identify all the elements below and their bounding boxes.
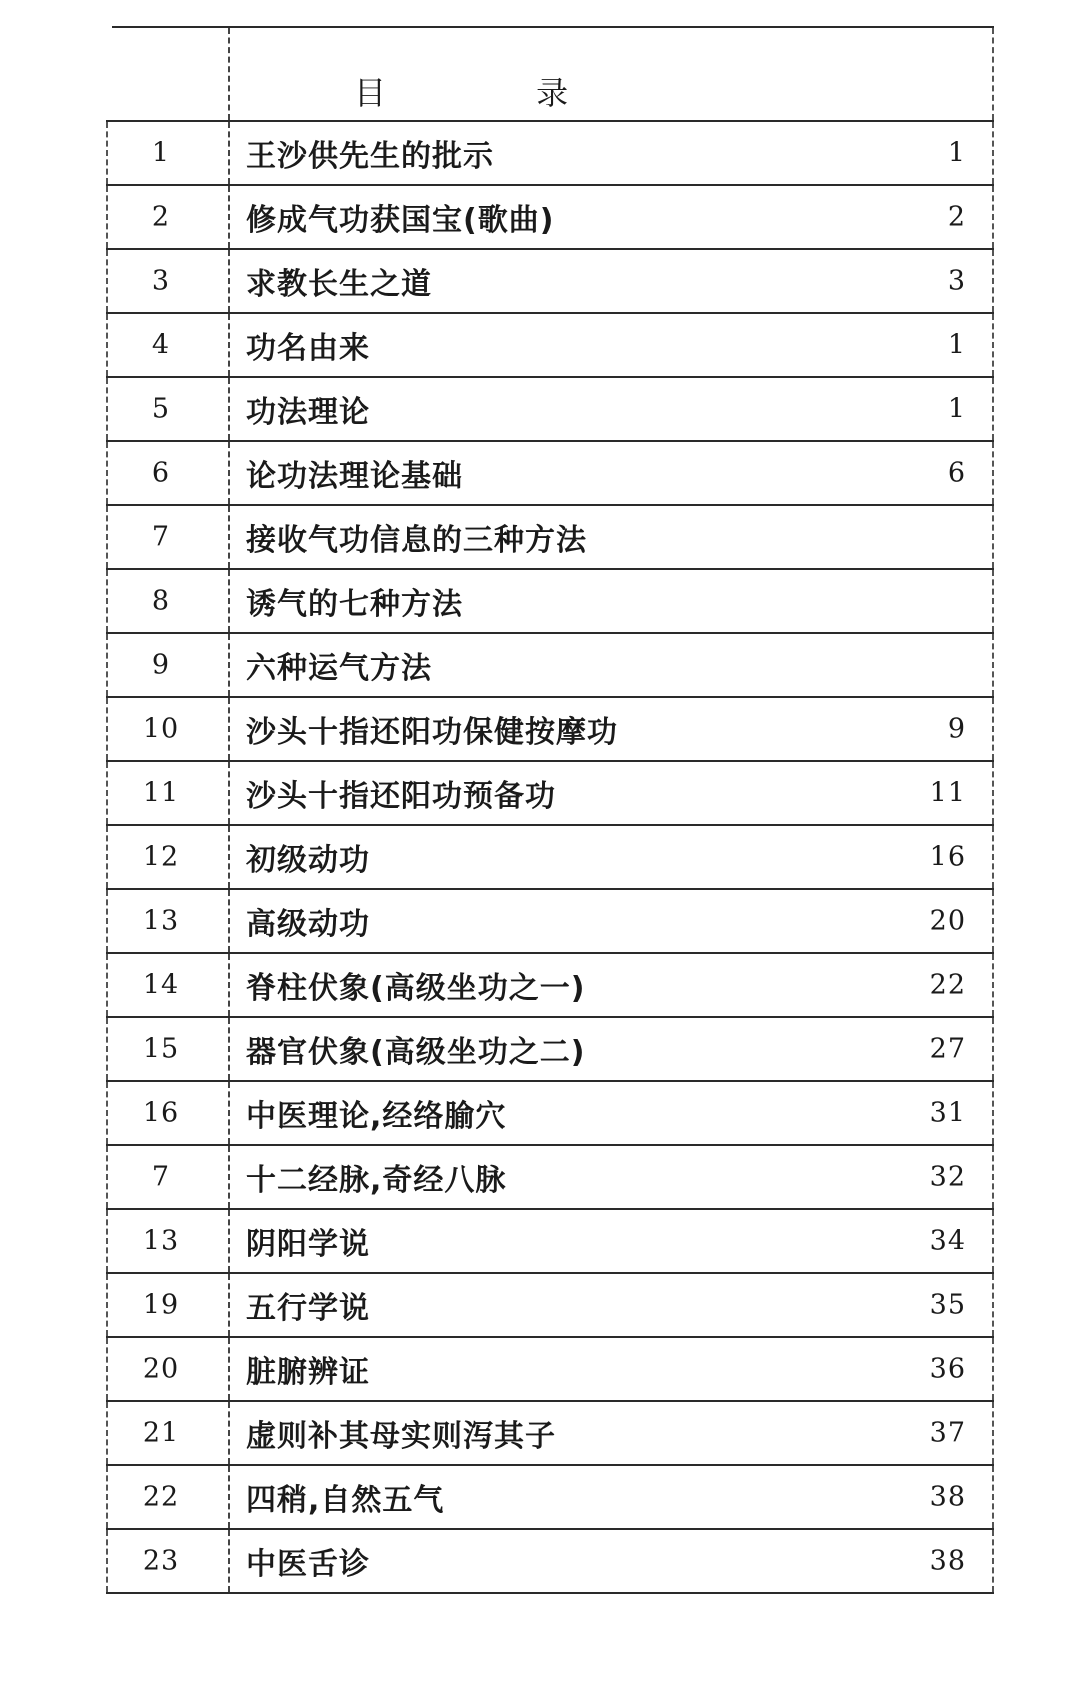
toc-row [106, 1082, 994, 1146]
page-number: 35 [929, 1289, 966, 1321]
page-number: 20 [929, 905, 966, 937]
column-divider [228, 570, 230, 632]
page-number: 37 [929, 1417, 966, 1449]
row-title: 功名由来 [246, 331, 370, 366]
toc-row [106, 890, 994, 954]
row-title: 接收气功信息的三种方法 [246, 523, 587, 558]
toc-header [106, 28, 994, 122]
right-edge [992, 634, 994, 696]
page-number: 3 [947, 265, 966, 297]
row-number: 5 [151, 393, 171, 425]
right-edge [992, 1530, 994, 1592]
page-number: 1 [947, 329, 966, 361]
row-number: 19 [142, 1289, 180, 1321]
page-number: 16 [929, 841, 966, 873]
column-divider [228, 1274, 230, 1336]
right-edge [992, 186, 994, 248]
toc-row [106, 570, 994, 634]
row-title: 修成气功获国宝(歌曲) [246, 203, 555, 238]
page-number: 22 [929, 969, 966, 1001]
right-edge [992, 954, 994, 1016]
row-title: 功法理论 [246, 395, 370, 430]
right-edge [992, 314, 994, 376]
column-divider [228, 1530, 230, 1592]
toc-row [106, 1274, 994, 1338]
toc-title: 目 录 [354, 74, 569, 112]
toc-row [106, 1466, 994, 1530]
column-divider [228, 826, 230, 888]
page-number: 32 [929, 1161, 966, 1193]
row-title: 沙头十指还阳功预备功 [246, 779, 556, 814]
column-divider [228, 890, 230, 952]
row-number: 9 [151, 649, 171, 681]
right-edge [992, 28, 994, 120]
toc-row [106, 698, 994, 762]
row-number: 7 [151, 521, 171, 553]
toc-row [106, 634, 994, 698]
row-title: 脏腑辨证 [246, 1355, 370, 1390]
row-title: 王沙供先生的批示 [246, 139, 494, 174]
table-of-contents [106, 26, 994, 1594]
row-title: 虚则补其母实则泻其子 [246, 1419, 556, 1454]
column-divider [228, 28, 230, 120]
row-title: 阴阳学说 [246, 1227, 370, 1262]
page-number: 34 [929, 1225, 966, 1257]
toc-row [106, 954, 994, 1018]
column-divider [228, 698, 230, 760]
page-number: 27 [929, 1033, 966, 1065]
row-title: 初级动功 [246, 843, 370, 878]
column-divider [228, 250, 230, 312]
right-edge [992, 826, 994, 888]
column-divider [228, 1338, 230, 1400]
right-edge [992, 442, 994, 504]
right-edge [992, 698, 994, 760]
column-divider [228, 378, 230, 440]
row-number: 10 [142, 713, 180, 745]
right-edge [992, 1210, 994, 1272]
toc-row [106, 442, 994, 506]
right-edge [992, 1402, 994, 1464]
row-title: 六种运气方法 [246, 651, 432, 686]
right-edge [992, 1338, 994, 1400]
right-edge [992, 506, 994, 568]
page-number: 2 [947, 201, 966, 233]
right-edge [992, 1082, 994, 1144]
row-title: 论功法理论基础 [246, 459, 463, 494]
row-number: 20 [142, 1353, 180, 1385]
row-title: 四稍,自然五气 [246, 1483, 445, 1518]
row-title: 沙头十指还阳功保健按摩功 [246, 715, 618, 750]
page-number: 11 [929, 777, 966, 809]
page-number: 38 [929, 1545, 966, 1577]
page-number: 9 [947, 713, 966, 745]
toc-row [106, 122, 994, 186]
page-number: 31 [929, 1097, 966, 1129]
row-title: 中医舌诊 [246, 1547, 370, 1582]
toc-row [106, 1402, 994, 1466]
right-edge [992, 1466, 994, 1528]
right-edge [992, 570, 994, 632]
column-divider [228, 186, 230, 248]
column-divider [228, 442, 230, 504]
row-number: 6 [151, 457, 171, 489]
page-number: 1 [947, 137, 966, 169]
row-number: 13 [142, 905, 180, 937]
column-divider [228, 1018, 230, 1080]
toc-row [106, 762, 994, 826]
row-number: 4 [151, 329, 171, 361]
row-number: 12 [142, 841, 180, 873]
row-number: 22 [142, 1481, 180, 1513]
column-divider [228, 1082, 230, 1144]
row-title: 求教长生之道 [246, 267, 432, 302]
column-divider [228, 954, 230, 1016]
toc-row [106, 1338, 994, 1402]
page-number: 36 [929, 1353, 966, 1385]
column-divider [228, 1466, 230, 1528]
row-title: 高级动功 [246, 907, 370, 942]
row-number: 1 [151, 137, 171, 169]
row-title: 诱气的七种方法 [246, 587, 463, 622]
right-edge [992, 762, 994, 824]
row-number: 3 [151, 265, 171, 297]
column-divider [228, 122, 230, 184]
toc-row [106, 250, 994, 314]
row-title: 十二经脉,奇经八脉 [246, 1163, 507, 1198]
column-divider [228, 314, 230, 376]
column-divider [228, 1402, 230, 1464]
row-number: 15 [142, 1033, 180, 1065]
toc-row [106, 1210, 994, 1274]
right-edge [992, 250, 994, 312]
row-title: 五行学说 [246, 1291, 370, 1326]
toc-row [106, 378, 994, 442]
row-number: 23 [142, 1545, 180, 1577]
column-divider [228, 1146, 230, 1208]
toc-row [106, 506, 994, 570]
column-divider [228, 1210, 230, 1272]
row-number: 2 [151, 201, 171, 233]
row-number: 13 [142, 1225, 180, 1257]
right-edge [992, 122, 994, 184]
row-number: 14 [142, 969, 180, 1001]
row-number: 11 [142, 777, 180, 809]
toc-row [106, 826, 994, 890]
row-number: 16 [142, 1097, 180, 1129]
row-title: 器官伏象(高级坐功之二) [246, 1035, 586, 1070]
page-number: 1 [947, 393, 966, 425]
right-edge [992, 378, 994, 440]
toc-row [106, 1146, 994, 1210]
right-edge [992, 1018, 994, 1080]
column-divider [228, 506, 230, 568]
toc-row [106, 1530, 994, 1594]
page-number: 6 [947, 457, 966, 489]
toc-rows [106, 122, 994, 1594]
row-title: 脊柱伏象(高级坐功之一) [246, 971, 586, 1006]
toc-row [106, 186, 994, 250]
column-divider [228, 634, 230, 696]
right-edge [992, 1274, 994, 1336]
page-number: 38 [929, 1481, 966, 1513]
toc-row [106, 1018, 994, 1082]
row-number: 7 [151, 1161, 171, 1193]
row-number: 21 [142, 1417, 180, 1449]
row-title: 中医理论,经络腧穴 [246, 1099, 507, 1134]
column-divider [228, 762, 230, 824]
right-edge [992, 890, 994, 952]
row-number: 8 [151, 585, 171, 617]
right-edge [992, 1146, 994, 1208]
toc-row [106, 314, 994, 378]
